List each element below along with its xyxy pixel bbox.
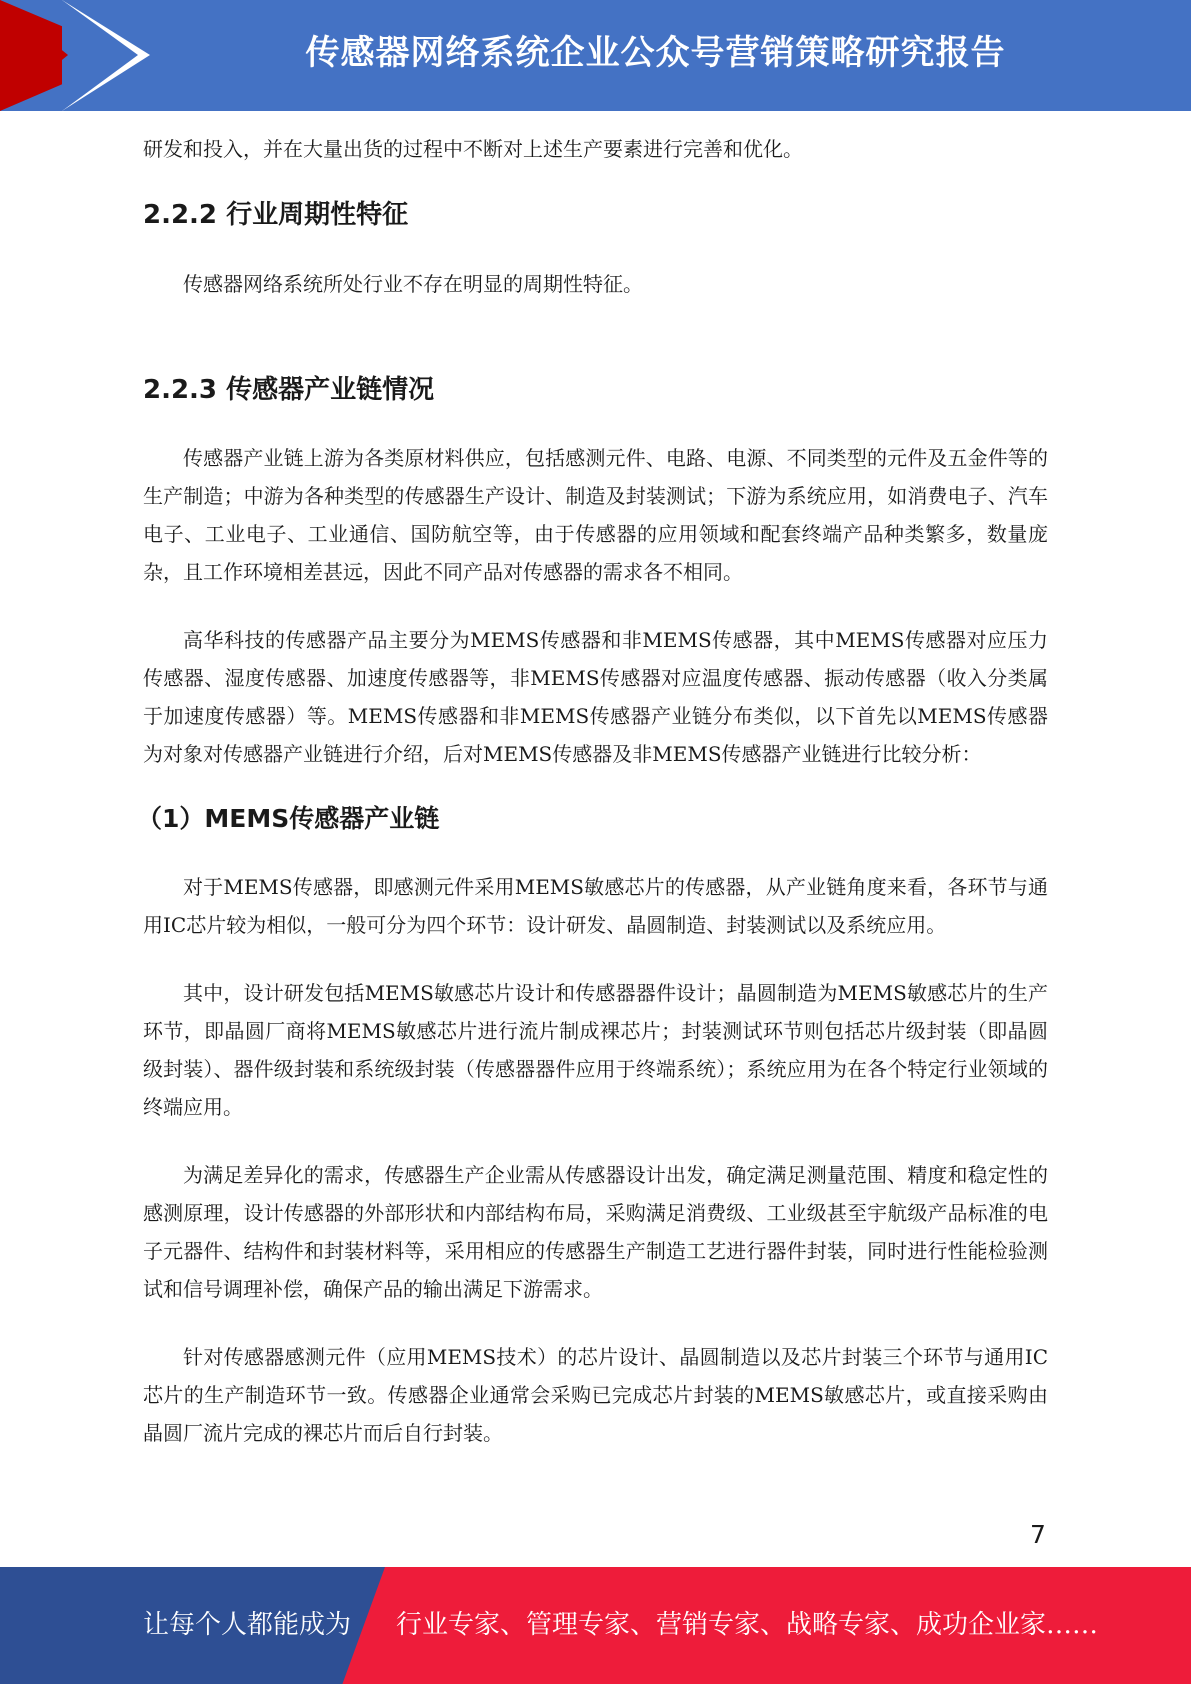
section-heading-2-2-3: 2.2.3 传感器产业链情况 [143,375,435,405]
report-title: 传感器网络系统企业公众号营销策略研究报告 [305,33,1006,73]
subsection-paragraph-1: 对于MEMS传感器，即感测元件采用MEMS敏感芯片的传感器，从产业链角度来看，各环节与通用IC芯片较为相似，一般可分为四个环节：设计研发、晶圆制造、封装测试以及系统应用。 [143,875,1048,937]
subsection-paragraph-3: 为满足差异化的需求，传感器生产企业需从传感器设计出发，确定满足测量范围、精度和稳定性的感测原理，设计传感器的外部形状和内部结构布局，采购满足消费级、工业级甚至宇航级产品标准的电子元器件、结构件和封装材料等，采用相应的传感器生产制造工艺进行器件封装，同时进行性能检验测试和信号调理补偿，确保产品的输出满足下游需求。 [143,1163,1048,1301]
subsection-heading-mems-chain: （1）MEMS传感器产业链 [137,804,440,833]
section-2-2-3-paragraph-2: 高华科技的传感器产品主要分为MEMS传感器和非MEMS传感器，其中MEMS传感器对应压力传感器、湿度传感器、加速度传感器等，非MEMS传感器对应温度传感器、振动传感器（收入分类属于加速度传感器）等。MEMS传感器和非MEMS传感器产业链分布类似，以下首先以MEMS传感器为对象对传感器产业链进行介绍，后对MEMS传感器及非MEMS传感器产业链进行比较分析： [143,628,1048,766]
intro-paragraph: 研发和投入，并在大量出货的过程中不断对上述生产要素进行完善和优化。 [143,137,803,161]
page-number: 7 [1030,1520,1046,1549]
document-body [137,130,1048,1452]
header-chevron-inner-shape [62,0,138,111]
subsection-paragraph-2: 其中，设计研发包括MEMS敏感芯片设计和传感器器件设计；晶圆制造为MEMS敏感芯片的生产环节，即晶圆厂商将MEMS敏感芯片进行流片制成裸芯片；封装测试环节则包括芯片级封装（即晶圆级封装）、器件级封装和系统级封装（传感器器件应用于终端系统）；系统应用为在各个特定行业领域的终端应用。 [143,981,1048,1119]
footer-slogan-left: 让每个人都能成为 [143,1610,352,1640]
page-footer-banner [0,1567,1191,1684]
section-heading-2-2-2: 2.2.2 行业周期性特征 [143,200,409,230]
footer-slogan-right: 行业专家、管理专家、营销专家、战略专家、成功企业家…… [396,1610,1099,1640]
page-header-banner [0,0,1191,111]
header-red-arrow-front [0,0,68,111]
section-2-2-3-paragraph-1: 传感器产业链上游为各类原材料供应，包括感测元件、电路、电源、不同类型的元件及五金件等的生产制造；中游为各种类型的传感器生产设计、制造及封装测试；下游为系统应用，如消费电子、汽车电子、工业电子、工业通信、国防航空等，由于传感器的应用领域和配套终端产品种类繁多，数量庞杂，且工作环境相差甚远，因此不同产品对传感器的需求各不相同。 [143,446,1048,584]
subsection-paragraph-4: 针对传感器感测元件（应用MEMS技术）的芯片设计、晶圆制造以及芯片封装三个环节与通用IC芯片的生产制造环节一致。传感器企业通常会采购已完成芯片封装的MEMS敏感芯片，或直接采购由晶圆厂流片完成的裸芯片而后自行封装。 [143,1345,1048,1445]
section-2-2-2-paragraph: 传感器网络系统所处行业不存在明显的周期性特征。 [183,272,643,296]
